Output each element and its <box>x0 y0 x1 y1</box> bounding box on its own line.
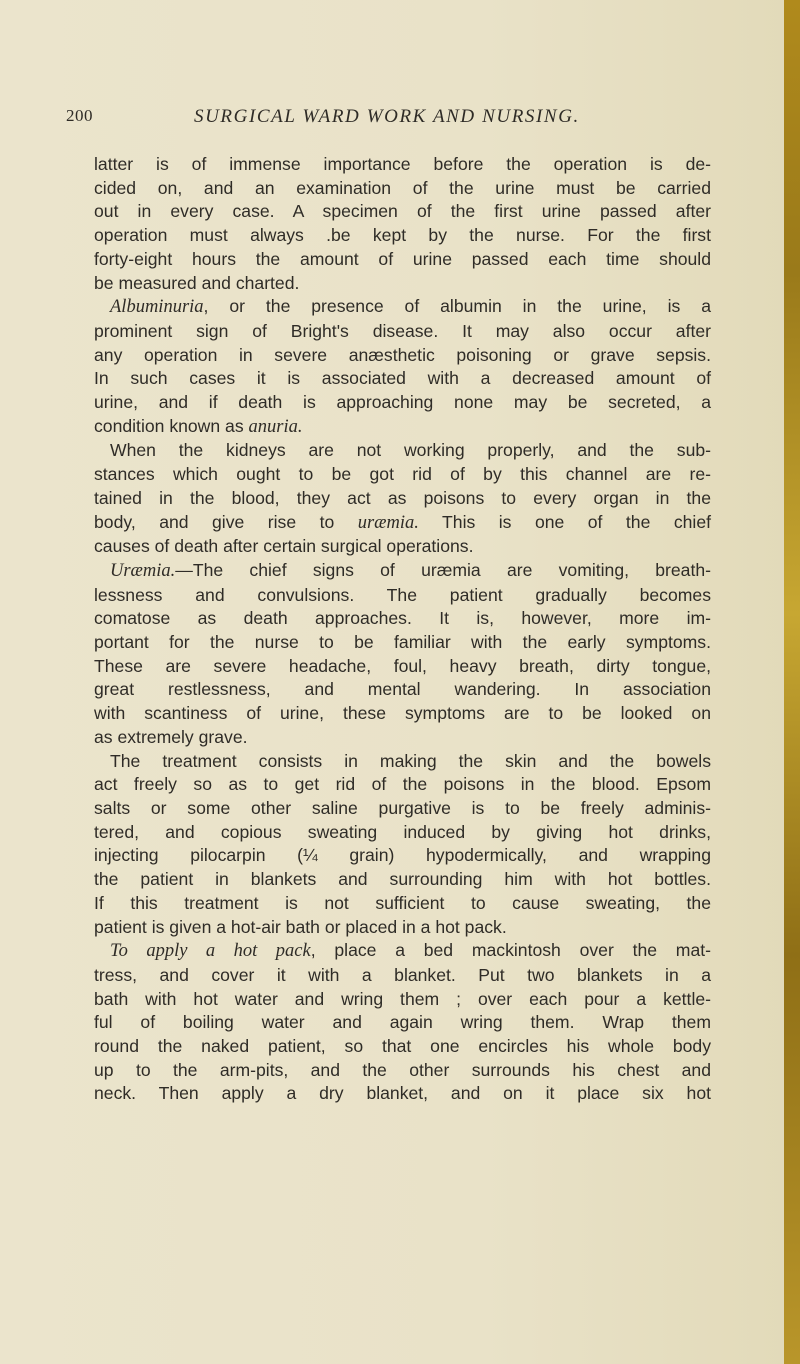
italic-term: anuria. <box>248 416 303 437</box>
text-line <box>94 224 711 248</box>
text-run: stances which ought to be got rid of by this channel are re- <box>94 464 711 485</box>
text-line <box>94 726 711 750</box>
text-line <box>94 177 711 201</box>
text-line <box>94 821 711 845</box>
italic-term: To apply a hot pack <box>110 941 311 962</box>
text-line <box>94 750 711 774</box>
page-edge <box>784 0 800 1364</box>
italic-term: uræmia. <box>357 512 419 533</box>
text-line <box>94 295 711 320</box>
text-line <box>94 272 711 296</box>
text-line <box>94 415 711 440</box>
text-run: If this treatment is not sufficient to cause sweating, the <box>94 892 711 913</box>
text-line <box>94 248 711 272</box>
text-line <box>94 892 711 916</box>
text-line <box>94 916 711 940</box>
text-line <box>94 868 711 892</box>
body-text <box>94 153 711 1106</box>
text-run: ful of boiling water and again wring them. Wrap them <box>94 1012 711 1033</box>
text-line <box>94 559 711 584</box>
text-run: the patient in blankets and surrounding him with hot bottles. <box>94 869 711 890</box>
page-header <box>66 106 760 132</box>
text-line <box>94 367 711 391</box>
text-run: comatose as death approaches. It is, however, more im- <box>94 608 711 629</box>
text-run: up to the arm-pits, and the other surrounds his chest and <box>94 1059 711 1080</box>
text-run: neck. Then apply a dry blanket, and on it place six hot <box>94 1083 711 1104</box>
text-line <box>94 631 711 655</box>
text-run: When the kidneys are not working properly, and the sub- <box>110 440 711 461</box>
text-line <box>94 487 711 511</box>
text-line <box>94 678 711 702</box>
text-run: forty-eight hours the amount of urine passed each time should <box>94 248 711 269</box>
text-run: patient is given a hot-air bath or placed in a hot pack. <box>94 916 507 937</box>
text-run: This is one of the chief <box>418 511 711 532</box>
text-line <box>94 1059 711 1083</box>
text-run: salts or some other saline purgative is to be freely adminis- <box>94 797 711 818</box>
text-run: any operation in severe anæsthetic poisoning or grave sepsis. <box>94 344 711 365</box>
text-run: tered, and copious sweating induced by giving hot drinks, <box>94 821 711 842</box>
text-line <box>94 320 711 344</box>
text-run: condition known as <box>94 415 249 436</box>
text-line <box>94 844 711 868</box>
text-line <box>94 964 711 988</box>
text-run: portant for the nurse to be familiar with the early symptoms. <box>94 632 711 653</box>
text-line <box>94 439 711 463</box>
text-line <box>94 773 711 797</box>
italic-term: Albuminuria <box>110 297 204 318</box>
text-run: out in every case. A specimen of the first urine passed after <box>94 201 711 222</box>
text-run: operation must always .be kept by the nurse. For the first <box>94 225 711 246</box>
italic-term: Uræmia. <box>110 560 176 581</box>
text-line <box>94 655 711 679</box>
text-run: causes of death after certain surgical operations. <box>94 536 474 557</box>
text-run: latter is of immense importance before the operation is de- <box>94 154 711 174</box>
running-head: SURGICAL WARD WORK AND NURSING. <box>194 106 580 127</box>
text-run: be measured and charted. <box>94 272 300 293</box>
text-line <box>94 1082 711 1106</box>
text-line <box>94 702 711 726</box>
text-run: These are severe headache, foul, heavy breath, dirty tongue, <box>94 655 711 676</box>
text-run: round the naked patient, so that one encircles his whole body <box>94 1036 711 1057</box>
text-run: tress, and cover it with a blanket. Put two blankets in a <box>94 964 711 985</box>
text-line <box>94 1011 711 1035</box>
text-run: bath with hot water and wring them ; over each pour a kettle- <box>94 988 711 1009</box>
text-run: act freely so as to get rid of the poisons in the blood. Epsom <box>94 774 711 795</box>
text-run: prominent sign of Bright's disease. It may also occur after <box>94 320 711 341</box>
text-line <box>94 153 711 177</box>
text-run: urine, and if death is approaching none may be secreted, a <box>94 392 711 413</box>
text-line <box>94 391 711 415</box>
text-line <box>94 200 711 224</box>
text-line <box>94 344 711 368</box>
text-run: lessness and convulsions. The patient gradually becomes <box>94 584 711 605</box>
text-line <box>94 607 711 631</box>
text-line <box>94 511 711 536</box>
text-run: with scantiness of urine, these symptoms are to be looked on <box>94 703 711 724</box>
text-run: cided on, and an examination of the urine must be carried <box>94 177 711 198</box>
text-run: as extremely grave. <box>94 726 248 747</box>
text-line <box>94 988 711 1012</box>
text-line <box>94 535 711 559</box>
text-run: The treatment consists in making the skin and the bowels <box>110 750 711 771</box>
text-run: body, and give rise to <box>94 511 358 532</box>
text-line <box>94 939 711 964</box>
text-run: tained in the blood, they act as poisons to every organ in the <box>94 487 711 508</box>
page-number: 200 <box>66 106 93 125</box>
text-run: —The chief signs of uræmia are vomiting, breath- <box>175 559 711 580</box>
text-run: , place a bed mackintosh over the mat- <box>310 940 711 961</box>
text-run: great restlessness, and mental wandering. In association <box>94 679 711 700</box>
text-line <box>94 797 711 821</box>
text-run: In such cases it is associated with a decreased amount of <box>94 368 711 389</box>
text-run: , or the presence of albumin in the urine, is a <box>203 296 711 317</box>
text-run: injecting pilocarpin (¼ grain) hypodermically, and wrapping <box>94 845 711 866</box>
text-line <box>94 1035 711 1059</box>
text-line <box>94 463 711 487</box>
text-line <box>94 584 711 608</box>
